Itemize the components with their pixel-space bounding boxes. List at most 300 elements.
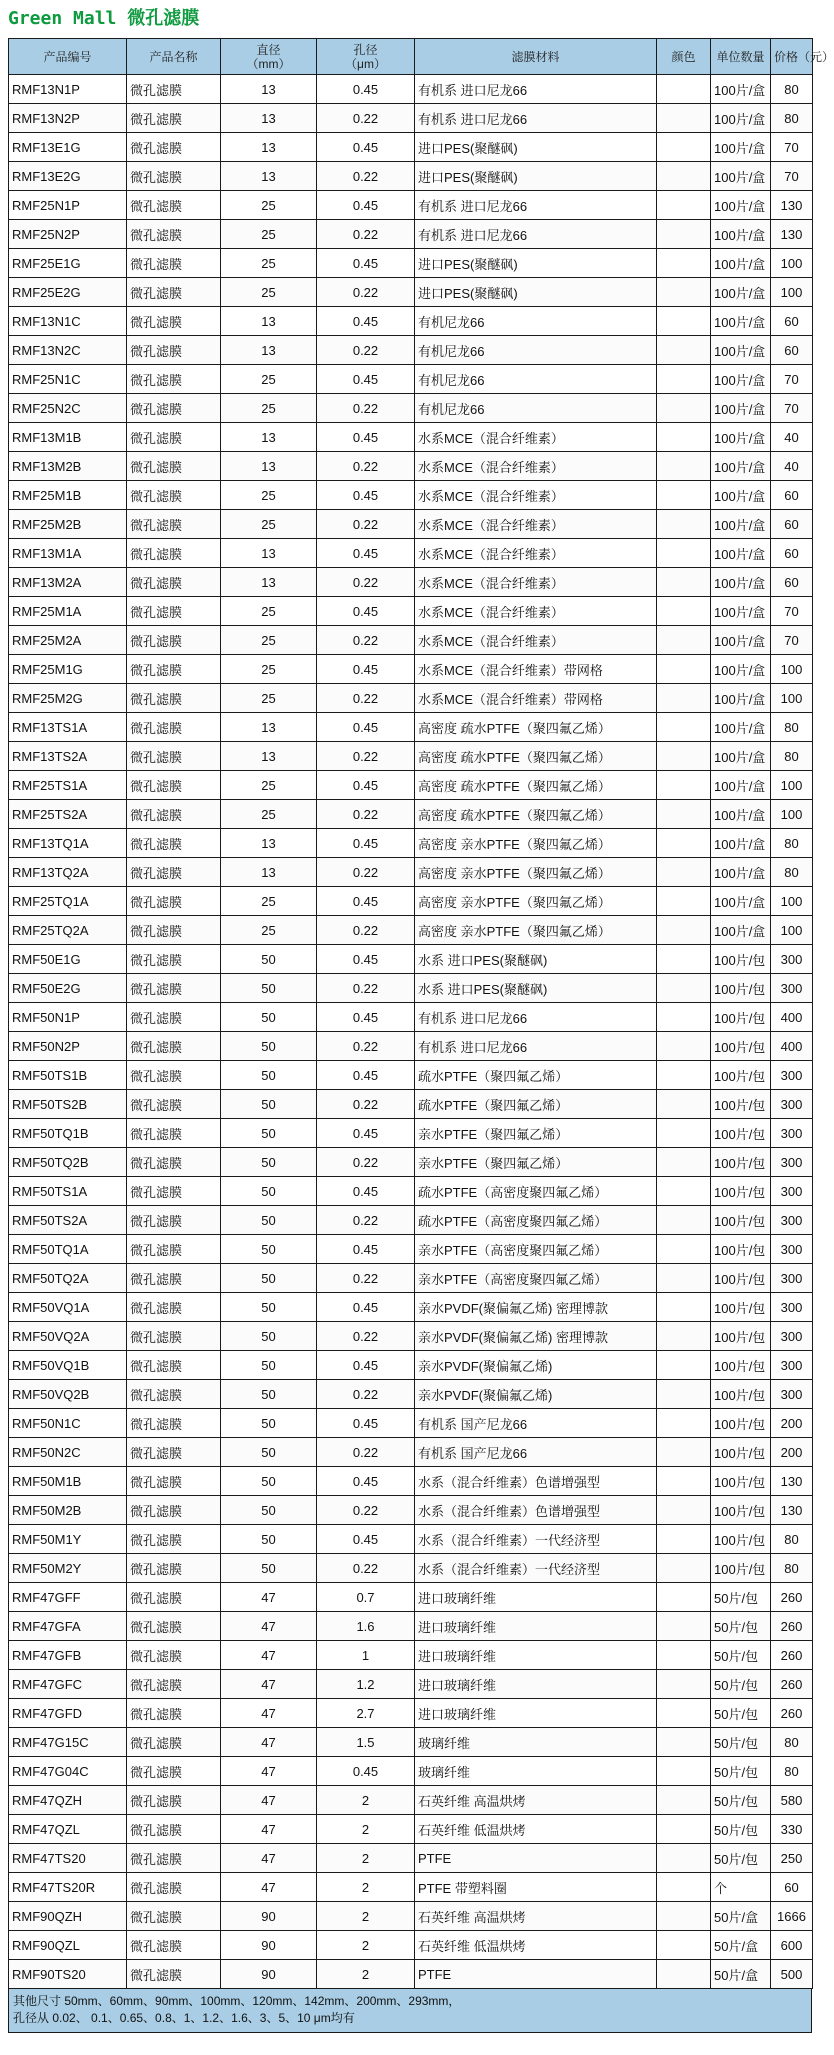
cell-color bbox=[657, 1670, 711, 1699]
cell-product-code: RMF13TQ2A bbox=[9, 858, 127, 887]
cell-membrane-material: 有机系 进口尼龙66 bbox=[415, 75, 657, 104]
cell-pore-size: 0.22 bbox=[317, 1264, 415, 1293]
cell-color bbox=[657, 945, 711, 974]
cell-unit-quantity: 100片/盒 bbox=[711, 481, 771, 510]
cell-color bbox=[657, 684, 711, 713]
cell-membrane-material: 水系MCE（混合纤维素） bbox=[415, 568, 657, 597]
cell-membrane-material: 水系MCE（混合纤维素）带网格 bbox=[415, 684, 657, 713]
cell-pore-size: 0.45 bbox=[317, 191, 415, 220]
cell-product-name: 微孔滤膜 bbox=[127, 1003, 221, 1032]
cell-membrane-material: PTFE bbox=[415, 1844, 657, 1873]
cell-pore-size: 2.7 bbox=[317, 1699, 415, 1728]
cell-price: 300 bbox=[771, 1322, 813, 1351]
cell-product-name: 微孔滤膜 bbox=[127, 162, 221, 191]
cell-membrane-material: 高密度 疏水PTFE（聚四氟乙烯） bbox=[415, 713, 657, 742]
cell-pore-size: 0.45 bbox=[317, 597, 415, 626]
cell-membrane-material: 石英纤维 高温烘烤 bbox=[415, 1786, 657, 1815]
cell-diameter: 50 bbox=[221, 1409, 317, 1438]
cell-unit-quantity: 100片/盒 bbox=[711, 220, 771, 249]
cell-price: 100 bbox=[771, 916, 813, 945]
cell-membrane-material: PTFE bbox=[415, 1960, 657, 1989]
cell-color bbox=[657, 1525, 711, 1554]
table-row bbox=[9, 133, 813, 162]
cell-product-code: RMF25N1C bbox=[9, 365, 127, 394]
cell-color bbox=[657, 1438, 711, 1467]
table-row bbox=[9, 1032, 813, 1061]
cell-color bbox=[657, 1206, 711, 1235]
table-row bbox=[9, 365, 813, 394]
cell-diameter: 50 bbox=[221, 1293, 317, 1322]
cell-product-name: 微孔滤膜 bbox=[127, 452, 221, 481]
cell-diameter: 25 bbox=[221, 800, 317, 829]
cell-product-name: 微孔滤膜 bbox=[127, 539, 221, 568]
cell-pore-size: 0.45 bbox=[317, 655, 415, 684]
cell-color bbox=[657, 771, 711, 800]
cell-pore-size: 0.22 bbox=[317, 742, 415, 771]
cell-membrane-material: 亲水PVDF(聚偏氟乙烯) 密理博款 bbox=[415, 1322, 657, 1351]
cell-pore-size: 0.45 bbox=[317, 365, 415, 394]
cell-pore-size: 0.45 bbox=[317, 829, 415, 858]
cell-unit-quantity: 100片/盒 bbox=[711, 423, 771, 452]
table-row bbox=[9, 1003, 813, 1032]
cell-price: 600 bbox=[771, 1931, 813, 1960]
cell-product-code: RMF50M2Y bbox=[9, 1554, 127, 1583]
cell-product-code: RMF50TS1A bbox=[9, 1177, 127, 1206]
cell-price: 70 bbox=[771, 597, 813, 626]
cell-pore-size: 2 bbox=[317, 1873, 415, 1902]
cell-product-code: RMF50TQ2A bbox=[9, 1264, 127, 1293]
cell-product-name: 微孔滤膜 bbox=[127, 278, 221, 307]
cell-product-name: 微孔滤膜 bbox=[127, 945, 221, 974]
cell-pore-size: 2 bbox=[317, 1844, 415, 1873]
cell-product-code: RMF50N1C bbox=[9, 1409, 127, 1438]
cell-membrane-material: 高密度 亲水PTFE（聚四氟乙烯） bbox=[415, 829, 657, 858]
cell-pore-size: 0.22 bbox=[317, 1090, 415, 1119]
table-row bbox=[9, 684, 813, 713]
cell-color bbox=[657, 800, 711, 829]
cell-color bbox=[657, 249, 711, 278]
cell-product-code: RMF13M1A bbox=[9, 539, 127, 568]
table-row bbox=[9, 597, 813, 626]
table-row bbox=[9, 887, 813, 916]
cell-price: 260 bbox=[771, 1670, 813, 1699]
cell-price: 80 bbox=[771, 742, 813, 771]
cell-unit-quantity: 50片/盒 bbox=[711, 1931, 771, 1960]
table-row bbox=[9, 1496, 813, 1525]
cell-product-name: 微孔滤膜 bbox=[127, 1641, 221, 1670]
cell-diameter: 47 bbox=[221, 1873, 317, 1902]
cell-product-code: RMF25M2A bbox=[9, 626, 127, 655]
cell-diameter: 90 bbox=[221, 1931, 317, 1960]
cell-unit-quantity: 100片/包 bbox=[711, 1409, 771, 1438]
cell-unit-quantity: 50片/包 bbox=[711, 1641, 771, 1670]
cell-color bbox=[657, 974, 711, 1003]
cell-unit-quantity: 100片/盒 bbox=[711, 452, 771, 481]
cell-membrane-material: 水系（混合纤维素）色谱增强型 bbox=[415, 1496, 657, 1525]
table-row bbox=[9, 1670, 813, 1699]
cell-color bbox=[657, 1061, 711, 1090]
cell-pore-size: 0.22 bbox=[317, 1032, 415, 1061]
cell-price: 200 bbox=[771, 1438, 813, 1467]
header-diameter: 直径 （mm） bbox=[221, 39, 317, 75]
cell-diameter: 25 bbox=[221, 887, 317, 916]
cell-price: 40 bbox=[771, 452, 813, 481]
header-unit-quantity: 单位数量 bbox=[711, 39, 771, 75]
cell-diameter: 13 bbox=[221, 713, 317, 742]
cell-price: 400 bbox=[771, 1032, 813, 1061]
cell-color bbox=[657, 1844, 711, 1873]
cell-product-name: 微孔滤膜 bbox=[127, 1148, 221, 1177]
cell-diameter: 13 bbox=[221, 104, 317, 133]
cell-product-name: 微孔滤膜 bbox=[127, 1119, 221, 1148]
cell-unit-quantity: 50片/盒 bbox=[711, 1902, 771, 1931]
cell-membrane-material: 水系 进口PES(聚醚砜) bbox=[415, 945, 657, 974]
cell-unit-quantity: 50片/包 bbox=[711, 1612, 771, 1641]
cell-membrane-material: 高密度 亲水PTFE（聚四氟乙烯） bbox=[415, 887, 657, 916]
cell-pore-size: 0.45 bbox=[317, 307, 415, 336]
cell-price: 80 bbox=[771, 75, 813, 104]
cell-product-name: 微孔滤膜 bbox=[127, 1090, 221, 1119]
cell-diameter: 25 bbox=[221, 684, 317, 713]
cell-diameter: 25 bbox=[221, 771, 317, 800]
table-row bbox=[9, 307, 813, 336]
cell-product-code: RMF25E2G bbox=[9, 278, 127, 307]
cell-pore-size: 0.22 bbox=[317, 1206, 415, 1235]
cell-price: 130 bbox=[771, 220, 813, 249]
cell-pore-size: 2 bbox=[317, 1815, 415, 1844]
cell-membrane-material: 疏水PTFE（聚四氟乙烯） bbox=[415, 1090, 657, 1119]
cell-unit-quantity: 100片/包 bbox=[711, 1438, 771, 1467]
table-row bbox=[9, 800, 813, 829]
cell-price: 300 bbox=[771, 1351, 813, 1380]
cell-unit-quantity: 100片/盒 bbox=[711, 858, 771, 887]
table-row bbox=[9, 858, 813, 887]
cell-product-code: RMF47QZL bbox=[9, 1815, 127, 1844]
cell-unit-quantity: 100片/盒 bbox=[711, 742, 771, 771]
cell-price: 100 bbox=[771, 655, 813, 684]
cell-pore-size: 0.45 bbox=[317, 1525, 415, 1554]
table-row bbox=[9, 1090, 813, 1119]
cell-product-name: 微孔滤膜 bbox=[127, 1061, 221, 1090]
cell-price: 60 bbox=[771, 481, 813, 510]
cell-diameter: 25 bbox=[221, 481, 317, 510]
cell-product-name: 微孔滤膜 bbox=[127, 1293, 221, 1322]
cell-membrane-material: 水系MCE（混合纤维素） bbox=[415, 626, 657, 655]
cell-diameter: 13 bbox=[221, 336, 317, 365]
cell-product-code: RMF25N1P bbox=[9, 191, 127, 220]
cell-product-code: RMF50N1P bbox=[9, 1003, 127, 1032]
cell-membrane-material: 疏水PTFE（高密度聚四氟乙烯） bbox=[415, 1206, 657, 1235]
cell-product-name: 微孔滤膜 bbox=[127, 307, 221, 336]
cell-product-name: 微孔滤膜 bbox=[127, 1931, 221, 1960]
table-row bbox=[9, 1293, 813, 1322]
footer-note-line-2: 孔径从 0.02、 0.1、0.65、0.8、1、1.2、1.6、3、5、10 μm均有 bbox=[13, 2011, 355, 2025]
table-row bbox=[9, 278, 813, 307]
cell-membrane-material: 水系MCE（混合纤维素） bbox=[415, 510, 657, 539]
cell-pore-size: 0.22 bbox=[317, 800, 415, 829]
cell-color bbox=[657, 1235, 711, 1264]
cell-pore-size: 0.22 bbox=[317, 162, 415, 191]
cell-membrane-material: 有机系 进口尼龙66 bbox=[415, 104, 657, 133]
cell-unit-quantity: 100片/盒 bbox=[711, 597, 771, 626]
cell-product-name: 微孔滤膜 bbox=[127, 1612, 221, 1641]
cell-membrane-material: 水系MCE（混合纤维素）带网格 bbox=[415, 655, 657, 684]
cell-membrane-material: 亲水PTFE（聚四氟乙烯） bbox=[415, 1148, 657, 1177]
cell-product-code: RMF47GFD bbox=[9, 1699, 127, 1728]
cell-pore-size: 0.22 bbox=[317, 104, 415, 133]
cell-diameter: 50 bbox=[221, 1264, 317, 1293]
cell-color bbox=[657, 481, 711, 510]
cell-color bbox=[657, 1293, 711, 1322]
table-row bbox=[9, 191, 813, 220]
cell-product-name: 微孔滤膜 bbox=[127, 1844, 221, 1873]
cell-membrane-material: 水系（混合纤维素）一代经济型 bbox=[415, 1525, 657, 1554]
cell-color bbox=[657, 858, 711, 887]
cell-unit-quantity: 100片/盒 bbox=[711, 655, 771, 684]
cell-pore-size: 0.45 bbox=[317, 539, 415, 568]
table-row bbox=[9, 1815, 813, 1844]
cell-color bbox=[657, 1003, 711, 1032]
cell-unit-quantity: 100片/盒 bbox=[711, 162, 771, 191]
table-row bbox=[9, 1206, 813, 1235]
cell-pore-size: 0.45 bbox=[317, 1293, 415, 1322]
cell-membrane-material: 进口玻璃纤维 bbox=[415, 1612, 657, 1641]
cell-diameter: 50 bbox=[221, 1177, 317, 1206]
cell-membrane-material: 有机系 国产尼龙66 bbox=[415, 1409, 657, 1438]
cell-product-name: 微孔滤膜 bbox=[127, 336, 221, 365]
cell-price: 60 bbox=[771, 510, 813, 539]
cell-color bbox=[657, 1090, 711, 1119]
cell-pore-size: 0.22 bbox=[317, 278, 415, 307]
cell-membrane-material: 进口PES(聚醚砜) bbox=[415, 133, 657, 162]
cell-pore-size: 0.22 bbox=[317, 916, 415, 945]
cell-diameter: 50 bbox=[221, 1467, 317, 1496]
cell-product-code: RMF47TS20R bbox=[9, 1873, 127, 1902]
cell-membrane-material: 高密度 疏水PTFE（聚四氟乙烯） bbox=[415, 742, 657, 771]
product-table-container bbox=[8, 38, 834, 2033]
cell-unit-quantity: 100片/包 bbox=[711, 1293, 771, 1322]
cell-membrane-material: 石英纤维 低温烘烤 bbox=[415, 1815, 657, 1844]
cell-product-code: RMF25M2G bbox=[9, 684, 127, 713]
cell-color bbox=[657, 452, 711, 481]
cell-price: 300 bbox=[771, 1177, 813, 1206]
cell-product-code: RMF25TS2A bbox=[9, 800, 127, 829]
cell-pore-size: 0.45 bbox=[317, 75, 415, 104]
cell-unit-quantity: 100片/包 bbox=[711, 1351, 771, 1380]
cell-diameter: 25 bbox=[221, 655, 317, 684]
cell-product-code: RMF13M1B bbox=[9, 423, 127, 452]
cell-product-code: RMF50E2G bbox=[9, 974, 127, 1003]
cell-membrane-material: 进口玻璃纤维 bbox=[415, 1699, 657, 1728]
cell-diameter: 47 bbox=[221, 1815, 317, 1844]
cell-pore-size: 0.45 bbox=[317, 1003, 415, 1032]
cell-color bbox=[657, 336, 711, 365]
cell-color bbox=[657, 394, 711, 423]
cell-product-name: 微孔滤膜 bbox=[127, 713, 221, 742]
table-row bbox=[9, 452, 813, 481]
footer-note-line-1: 其他尺寸 50mm、60mm、90mm、100mm、120mm、142mm、200mm、293mm， bbox=[13, 1994, 461, 2008]
cell-product-code: RMF50TQ2B bbox=[9, 1148, 127, 1177]
cell-unit-quantity: 100片/盒 bbox=[711, 713, 771, 742]
cell-pore-size: 0.45 bbox=[317, 1351, 415, 1380]
cell-pore-size: 0.45 bbox=[317, 1235, 415, 1264]
cell-color bbox=[657, 1409, 711, 1438]
cell-unit-quantity: 100片/盒 bbox=[711, 249, 771, 278]
cell-product-name: 微孔滤膜 bbox=[127, 423, 221, 452]
cell-price: 40 bbox=[771, 423, 813, 452]
cell-product-name: 微孔滤膜 bbox=[127, 829, 221, 858]
cell-pore-size: 0.45 bbox=[317, 423, 415, 452]
table-body bbox=[9, 75, 813, 1989]
cell-price: 70 bbox=[771, 394, 813, 423]
cell-color bbox=[657, 626, 711, 655]
cell-price: 1666 bbox=[771, 1902, 813, 1931]
cell-product-name: 微孔滤膜 bbox=[127, 568, 221, 597]
cell-product-code: RMF47QZH bbox=[9, 1786, 127, 1815]
cell-price: 80 bbox=[771, 1554, 813, 1583]
cell-membrane-material: 亲水PVDF(聚偏氟乙烯) bbox=[415, 1380, 657, 1409]
table-row bbox=[9, 1235, 813, 1264]
cell-price: 300 bbox=[771, 1061, 813, 1090]
cell-unit-quantity: 100片/包 bbox=[711, 1119, 771, 1148]
cell-product-code: RMF25N2P bbox=[9, 220, 127, 249]
cell-membrane-material: 进口玻璃纤维 bbox=[415, 1583, 657, 1612]
cell-membrane-material: 有机系 国产尼龙66 bbox=[415, 1438, 657, 1467]
cell-membrane-material: 水系（混合纤维素）一代经济型 bbox=[415, 1554, 657, 1583]
table-row bbox=[9, 1438, 813, 1467]
cell-product-name: 微孔滤膜 bbox=[127, 1670, 221, 1699]
cell-color bbox=[657, 568, 711, 597]
cell-product-code: RMF50M1B bbox=[9, 1467, 127, 1496]
cell-color bbox=[657, 1960, 711, 1989]
cell-membrane-material: 高密度 亲水PTFE（聚四氟乙烯） bbox=[415, 916, 657, 945]
table-row bbox=[9, 336, 813, 365]
cell-pore-size: 0.45 bbox=[317, 945, 415, 974]
cell-diameter: 25 bbox=[221, 626, 317, 655]
cell-diameter: 47 bbox=[221, 1757, 317, 1786]
cell-unit-quantity: 100片/包 bbox=[711, 1061, 771, 1090]
cell-diameter: 47 bbox=[221, 1786, 317, 1815]
cell-product-code: RMF13TQ1A bbox=[9, 829, 127, 858]
cell-diameter: 50 bbox=[221, 1119, 317, 1148]
cell-pore-size: 0.22 bbox=[317, 394, 415, 423]
cell-membrane-material: 进口玻璃纤维 bbox=[415, 1670, 657, 1699]
cell-price: 70 bbox=[771, 626, 813, 655]
cell-unit-quantity: 100片/盒 bbox=[711, 568, 771, 597]
cell-diameter: 47 bbox=[221, 1612, 317, 1641]
table-row bbox=[9, 249, 813, 278]
cell-membrane-material: 有机尼龙66 bbox=[415, 336, 657, 365]
cell-product-code: RMF50VQ1A bbox=[9, 1293, 127, 1322]
cell-membrane-material: 亲水PVDF(聚偏氟乙烯) 密理博款 bbox=[415, 1293, 657, 1322]
table-row bbox=[9, 771, 813, 800]
cell-product-name: 微孔滤膜 bbox=[127, 597, 221, 626]
cell-price: 300 bbox=[771, 1380, 813, 1409]
cell-product-name: 微孔滤膜 bbox=[127, 1409, 221, 1438]
cell-product-code: RMF50M1Y bbox=[9, 1525, 127, 1554]
cell-membrane-material: 石英纤维 高温烘烤 bbox=[415, 1902, 657, 1931]
cell-price: 260 bbox=[771, 1699, 813, 1728]
cell-unit-quantity: 100片/包 bbox=[711, 1177, 771, 1206]
cell-membrane-material: 疏水PTFE（聚四氟乙烯） bbox=[415, 1061, 657, 1090]
cell-diameter: 50 bbox=[221, 945, 317, 974]
cell-price: 100 bbox=[771, 278, 813, 307]
cell-color bbox=[657, 1641, 711, 1670]
cell-pore-size: 0.45 bbox=[317, 771, 415, 800]
cell-product-name: 微孔滤膜 bbox=[127, 1177, 221, 1206]
cell-diameter: 25 bbox=[221, 220, 317, 249]
table-row bbox=[9, 568, 813, 597]
cell-pore-size: 0.22 bbox=[317, 684, 415, 713]
cell-pore-size: 0.45 bbox=[317, 1757, 415, 1786]
table-row bbox=[9, 220, 813, 249]
cell-pore-size: 1.2 bbox=[317, 1670, 415, 1699]
cell-product-name: 微孔滤膜 bbox=[127, 249, 221, 278]
cell-product-code: RMF25M1A bbox=[9, 597, 127, 626]
table-row bbox=[9, 1641, 813, 1670]
table-header-row bbox=[9, 39, 813, 75]
cell-diameter: 25 bbox=[221, 916, 317, 945]
table-row bbox=[9, 945, 813, 974]
cell-price: 130 bbox=[771, 1467, 813, 1496]
cell-product-code: RMF50TS2B bbox=[9, 1090, 127, 1119]
cell-product-name: 微孔滤膜 bbox=[127, 1554, 221, 1583]
cell-color bbox=[657, 916, 711, 945]
cell-pore-size: 0.22 bbox=[317, 1322, 415, 1351]
cell-price: 130 bbox=[771, 1496, 813, 1525]
cell-product-name: 微孔滤膜 bbox=[127, 1902, 221, 1931]
cell-price: 60 bbox=[771, 307, 813, 336]
cell-price: 100 bbox=[771, 887, 813, 916]
cell-unit-quantity: 个 bbox=[711, 1873, 771, 1902]
cell-color bbox=[657, 1873, 711, 1902]
cell-product-name: 微孔滤膜 bbox=[127, 1496, 221, 1525]
cell-product-code: RMF47TS20 bbox=[9, 1844, 127, 1873]
cell-product-name: 微孔滤膜 bbox=[127, 858, 221, 887]
cell-product-name: 微孔滤膜 bbox=[127, 626, 221, 655]
cell-unit-quantity: 100片/盒 bbox=[711, 916, 771, 945]
cell-color bbox=[657, 1177, 711, 1206]
cell-product-name: 微孔滤膜 bbox=[127, 1786, 221, 1815]
cell-price: 100 bbox=[771, 771, 813, 800]
cell-color bbox=[657, 1322, 711, 1351]
table-row bbox=[9, 539, 813, 568]
cell-product-name: 微孔滤膜 bbox=[127, 365, 221, 394]
cell-diameter: 13 bbox=[221, 75, 317, 104]
cell-diameter: 90 bbox=[221, 1960, 317, 1989]
cell-membrane-material: 水系MCE（混合纤维素） bbox=[415, 539, 657, 568]
cell-product-name: 微孔滤膜 bbox=[127, 1815, 221, 1844]
cell-pore-size: 0.22 bbox=[317, 1148, 415, 1177]
cell-product-name: 微孔滤膜 bbox=[127, 655, 221, 684]
cell-price: 80 bbox=[771, 713, 813, 742]
cell-product-code: RMF50M2B bbox=[9, 1496, 127, 1525]
header-color: 颜色 bbox=[657, 39, 711, 75]
cell-color bbox=[657, 1612, 711, 1641]
table-row bbox=[9, 510, 813, 539]
cell-price: 200 bbox=[771, 1409, 813, 1438]
cell-color bbox=[657, 597, 711, 626]
cell-product-code: RMF50N2C bbox=[9, 1438, 127, 1467]
cell-product-name: 微孔滤膜 bbox=[127, 1525, 221, 1554]
cell-unit-quantity: 100片/包 bbox=[711, 1235, 771, 1264]
cell-diameter: 50 bbox=[221, 1148, 317, 1177]
header-pore-size: 孔径 （μm） bbox=[317, 39, 415, 75]
table-row bbox=[9, 1583, 813, 1612]
cell-diameter: 50 bbox=[221, 1032, 317, 1061]
cell-color bbox=[657, 1554, 711, 1583]
cell-membrane-material: 有机尼龙66 bbox=[415, 307, 657, 336]
